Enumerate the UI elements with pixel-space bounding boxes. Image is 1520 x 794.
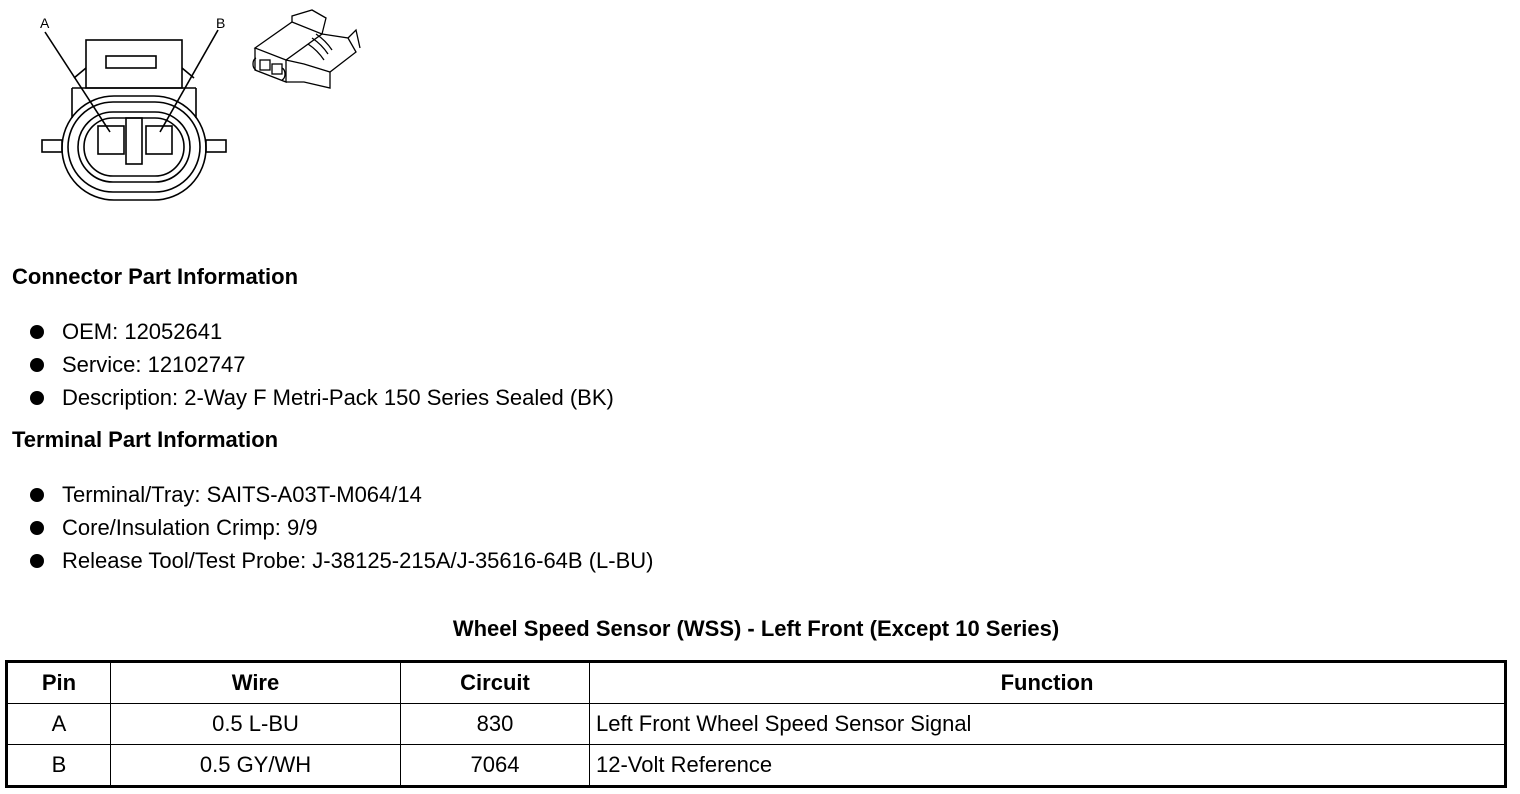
bullet-icon	[30, 554, 44, 568]
pin-a-label: A	[40, 15, 50, 31]
latch-window	[106, 56, 156, 68]
bullet-icon	[30, 358, 44, 372]
cell-wire: 0.5 L-BU	[111, 704, 401, 745]
cell-pin: B	[7, 745, 111, 787]
connector-latch	[86, 40, 182, 88]
list-item: Service: 12102747	[30, 348, 614, 381]
connector-section-title: Connector Part Information	[12, 264, 299, 289]
header-pin: Pin	[7, 662, 111, 704]
header-wire: Wire	[111, 662, 401, 704]
list-item: Terminal/Tray: SAITS-A03T-M064/14	[30, 478, 653, 511]
terminal-info-list	[30, 478, 653, 577]
cavity-b	[146, 126, 172, 154]
cell-pin: A	[7, 704, 111, 745]
list-item: Release Tool/Test Probe: J-38125-215A/J-35616-64B (L-BU)	[30, 544, 653, 577]
pinout-table	[5, 660, 1507, 788]
list-item: OEM: 12052641	[30, 315, 614, 348]
pin-b-label: B	[216, 15, 226, 31]
connector-iso-icon	[253, 10, 360, 88]
cell-function: 12-Volt Reference	[590, 745, 1506, 787]
connector-diagram	[30, 8, 370, 208]
cell-circuit: 830	[401, 704, 590, 745]
bullet-icon	[30, 521, 44, 535]
table-title: Wheel Speed Sensor (WSS) - Left Front (Except 10 Series)	[452, 616, 1060, 641]
bullet-icon	[30, 488, 44, 502]
bullet-icon	[30, 391, 44, 405]
bullet-icon	[30, 325, 44, 339]
list-item: Core/Insulation Crimp: 9/9	[30, 511, 653, 544]
terminal-section-title: Terminal Part Information	[12, 427, 279, 452]
table-row	[7, 745, 1506, 787]
table-row	[7, 704, 1506, 745]
cell-function: Left Front Wheel Speed Sensor Signal	[590, 704, 1506, 745]
header-circuit: Circuit	[401, 662, 590, 704]
header-function: Function	[590, 662, 1506, 704]
cell-wire: 0.5 GY/WH	[111, 745, 401, 787]
cell-circuit: 7064	[401, 745, 590, 787]
list-item: Description: 2-Way F Metri-Pack 150 Series Sealed (BK)	[30, 381, 614, 414]
cavity-a	[98, 126, 124, 154]
connector-info-list	[30, 315, 614, 414]
table-header-row	[7, 662, 1506, 704]
